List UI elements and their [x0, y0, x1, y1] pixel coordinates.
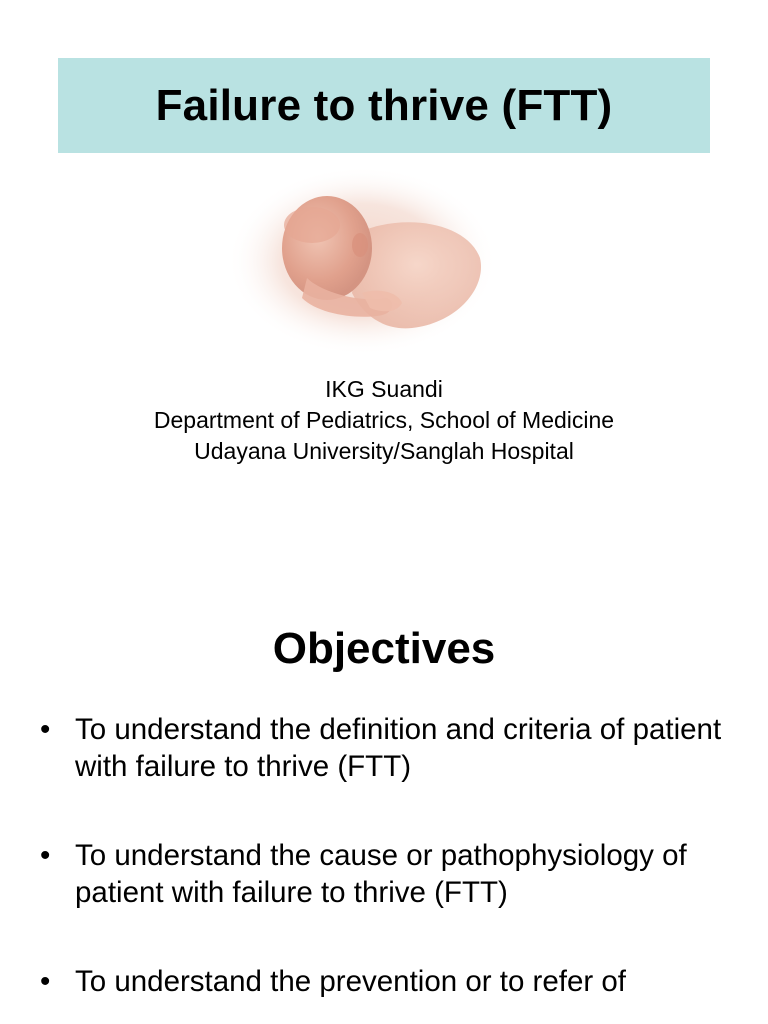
objective-text: To understand the cause or pathophysiology of patient with failure to thrive (FTT) [75, 839, 687, 909]
objective-item [40, 712, 740, 785]
objective-item [40, 838, 740, 911]
institution-name: Udayana University/Sanglah Hospital [194, 438, 574, 464]
newborn-photo [212, 153, 510, 368]
department-name: Department of Pediatrics, School of Medicine [153, 407, 615, 433]
author-name: IKG Suandi [325, 376, 443, 402]
slide-title: Failure to thrive (FTT) [155, 80, 613, 130]
objective-text: To understand the definition and criteria of patient with failure to thrive (FTT) [75, 713, 722, 783]
objectives-list [40, 712, 740, 1024]
bullet-icon: • [40, 713, 51, 746]
objectives-heading: Objectives [272, 624, 496, 673]
objective-text: To understand the prevention or to refer of [75, 965, 627, 998]
objective-item [40, 964, 740, 1001]
bullet-icon: • [40, 839, 51, 872]
bullet-icon: • [40, 965, 51, 998]
title-banner [58, 58, 710, 153]
author-info [0, 374, 768, 467]
